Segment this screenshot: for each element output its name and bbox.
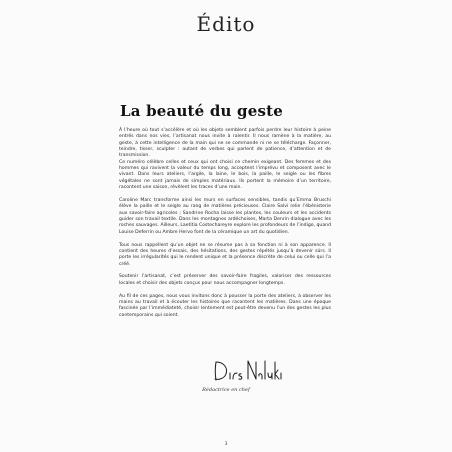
paragraph: À l’heure où tout s’accélère et où les objets semblent parfois perdre leur histoire à peine entrés dans nos vies, l’artisanat nous invite à ralentir. Il nous ramène à la matière, au geste, à cette intelligence de la main qui ne se commande ni ne se télécharge. Façonner, teindre, tisser, sculpter : autant de verbes qui parlent de patience, d’attention et de transmission.: [119, 128, 331, 159]
article-body: [119, 128, 331, 325]
page-number: 3: [224, 442, 228, 447]
paragraph: Ce numéro célèbre celles et ceux qui ont choisi ce chemin exigeant. Des femmes et des hommes qui ravivent la valeur du temps long, acceptent l’imprévu et composent avec le vivant. Dans leurs ateliers, l’argile, la laine, le bois, la paille, le seigle ou les fibres végétales ne sont jamais de simples matériaux. Ils portent la mémoire d’un territoire, racontent une saison, révèlent les traces d’une main.: [119, 159, 331, 191]
handwritten-signature-icon: [212, 354, 282, 384]
signature-role: Rédactrice en chef: [202, 387, 250, 393]
paragraph: Au fil de ces pages, nous vous invitons donc à pousser la porte des ateliers, à observer les mains au travail et à écouter les histoires que racontent les matières. Dans une époque fascinée par l’immédiateté, choisir lentement est peut-être devenu l’un des gestes les plus contemporains qui soient.: [119, 293, 331, 318]
section-title: Édito: [196, 12, 256, 36]
article-title: La beauté du geste: [120, 102, 284, 120]
paragraph: Caroline Marc transforme ainsi les murs en surfaces sensibles, tandis qu’Emma Bruschi élève la paille et le seigle au rang de matières précieuses. Claire Salvi relie l’ébénisterie aux savoir-faire agricoles ; Sandrine Rocha laisse les plantes, les couleurs et les accidents guider son travail textile. Dans les montagnes ardéchoises, Marta Denrin dialogue avec les roches sauvages. Ailleurs, Laetitia Costechareyre explore les profondeurs de l’indigo, quand Louise Deferrin ou Ambre Hervo font de la céramique un art du quotidien.: [119, 197, 331, 235]
paragraph: Tous nous rappellent qu’un objet ne se résume pas à sa fonction ni à son apparence. Il contient des heures d’essais, des hésitations, des gestes répétés jusqu’à devenir sûrs. Il porte les irrégularités qui le rendent unique et la présence discrète de celui ou celle qui l’a créé.: [119, 242, 331, 267]
paragraph: Soutenir l’artisanat, c’est préserver des savoir-faire fragiles, valoriser des ressources locales et choisir des objets conçus pour nous accompagner longtemps.: [119, 274, 331, 286]
